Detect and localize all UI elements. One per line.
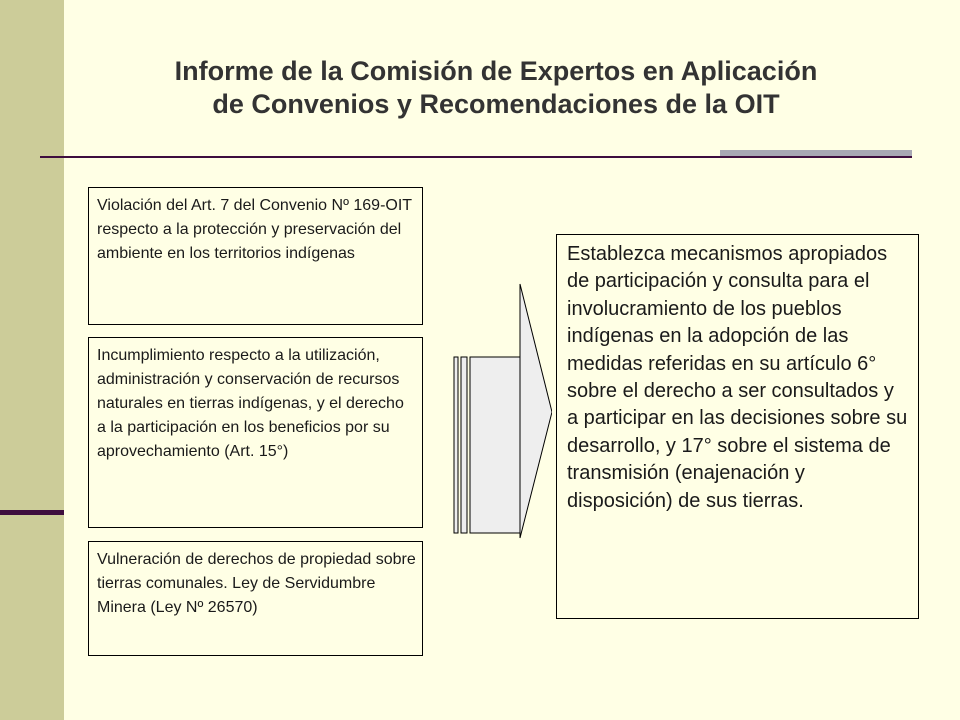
flow-arrow	[452, 282, 552, 540]
slide-title-line-1: Informe de la Comisión de Expertos en Aplicación	[174, 56, 818, 86]
arrow-stripe-1	[454, 357, 458, 533]
recommendation-box: Establezca mecanismos apropiados de participación y consulta para el involucramiento de los pueblos indígenas en la adopción de las medidas referidas en su artículo 6° sobre el derecho a ser consultados y a participar en las decisiones sobre su desarrollo, y 17° sobre el sistema de transmisión (enajenación y disposición) de sus tierras.	[556, 234, 919, 619]
arrow-stripe-2	[461, 357, 467, 533]
issue-box-servidumbre-minera: Vulneración de derechos de propiedad sobre tierras comunales. Ley de Servidumbre Minera (Ley Nº 26570)	[88, 541, 423, 656]
title-underline-accent	[720, 150, 912, 156]
arrow-head-shape	[470, 284, 552, 538]
left-decorative-band	[0, 0, 64, 720]
issue-box-article-7: Violación del Art. 7 del Convenio Nº 169-OIT respecto a la protección y preservación del ambiente en los territorios indígenas	[88, 187, 423, 325]
slide-title	[96, 55, 896, 121]
left-band-divider	[0, 510, 64, 515]
slide-title-line-2: de Convenios y Recomendaciones de la OIT	[212, 89, 780, 119]
issue-box-article-15: Incumplimiento respecto a la utilización, administración y conservación de recursos naturales en tierras indígenas, y el derecho a la participación en los beneficios por su aprovechamiento (Art. 15°)	[88, 337, 423, 528]
title-underline	[40, 156, 912, 158]
